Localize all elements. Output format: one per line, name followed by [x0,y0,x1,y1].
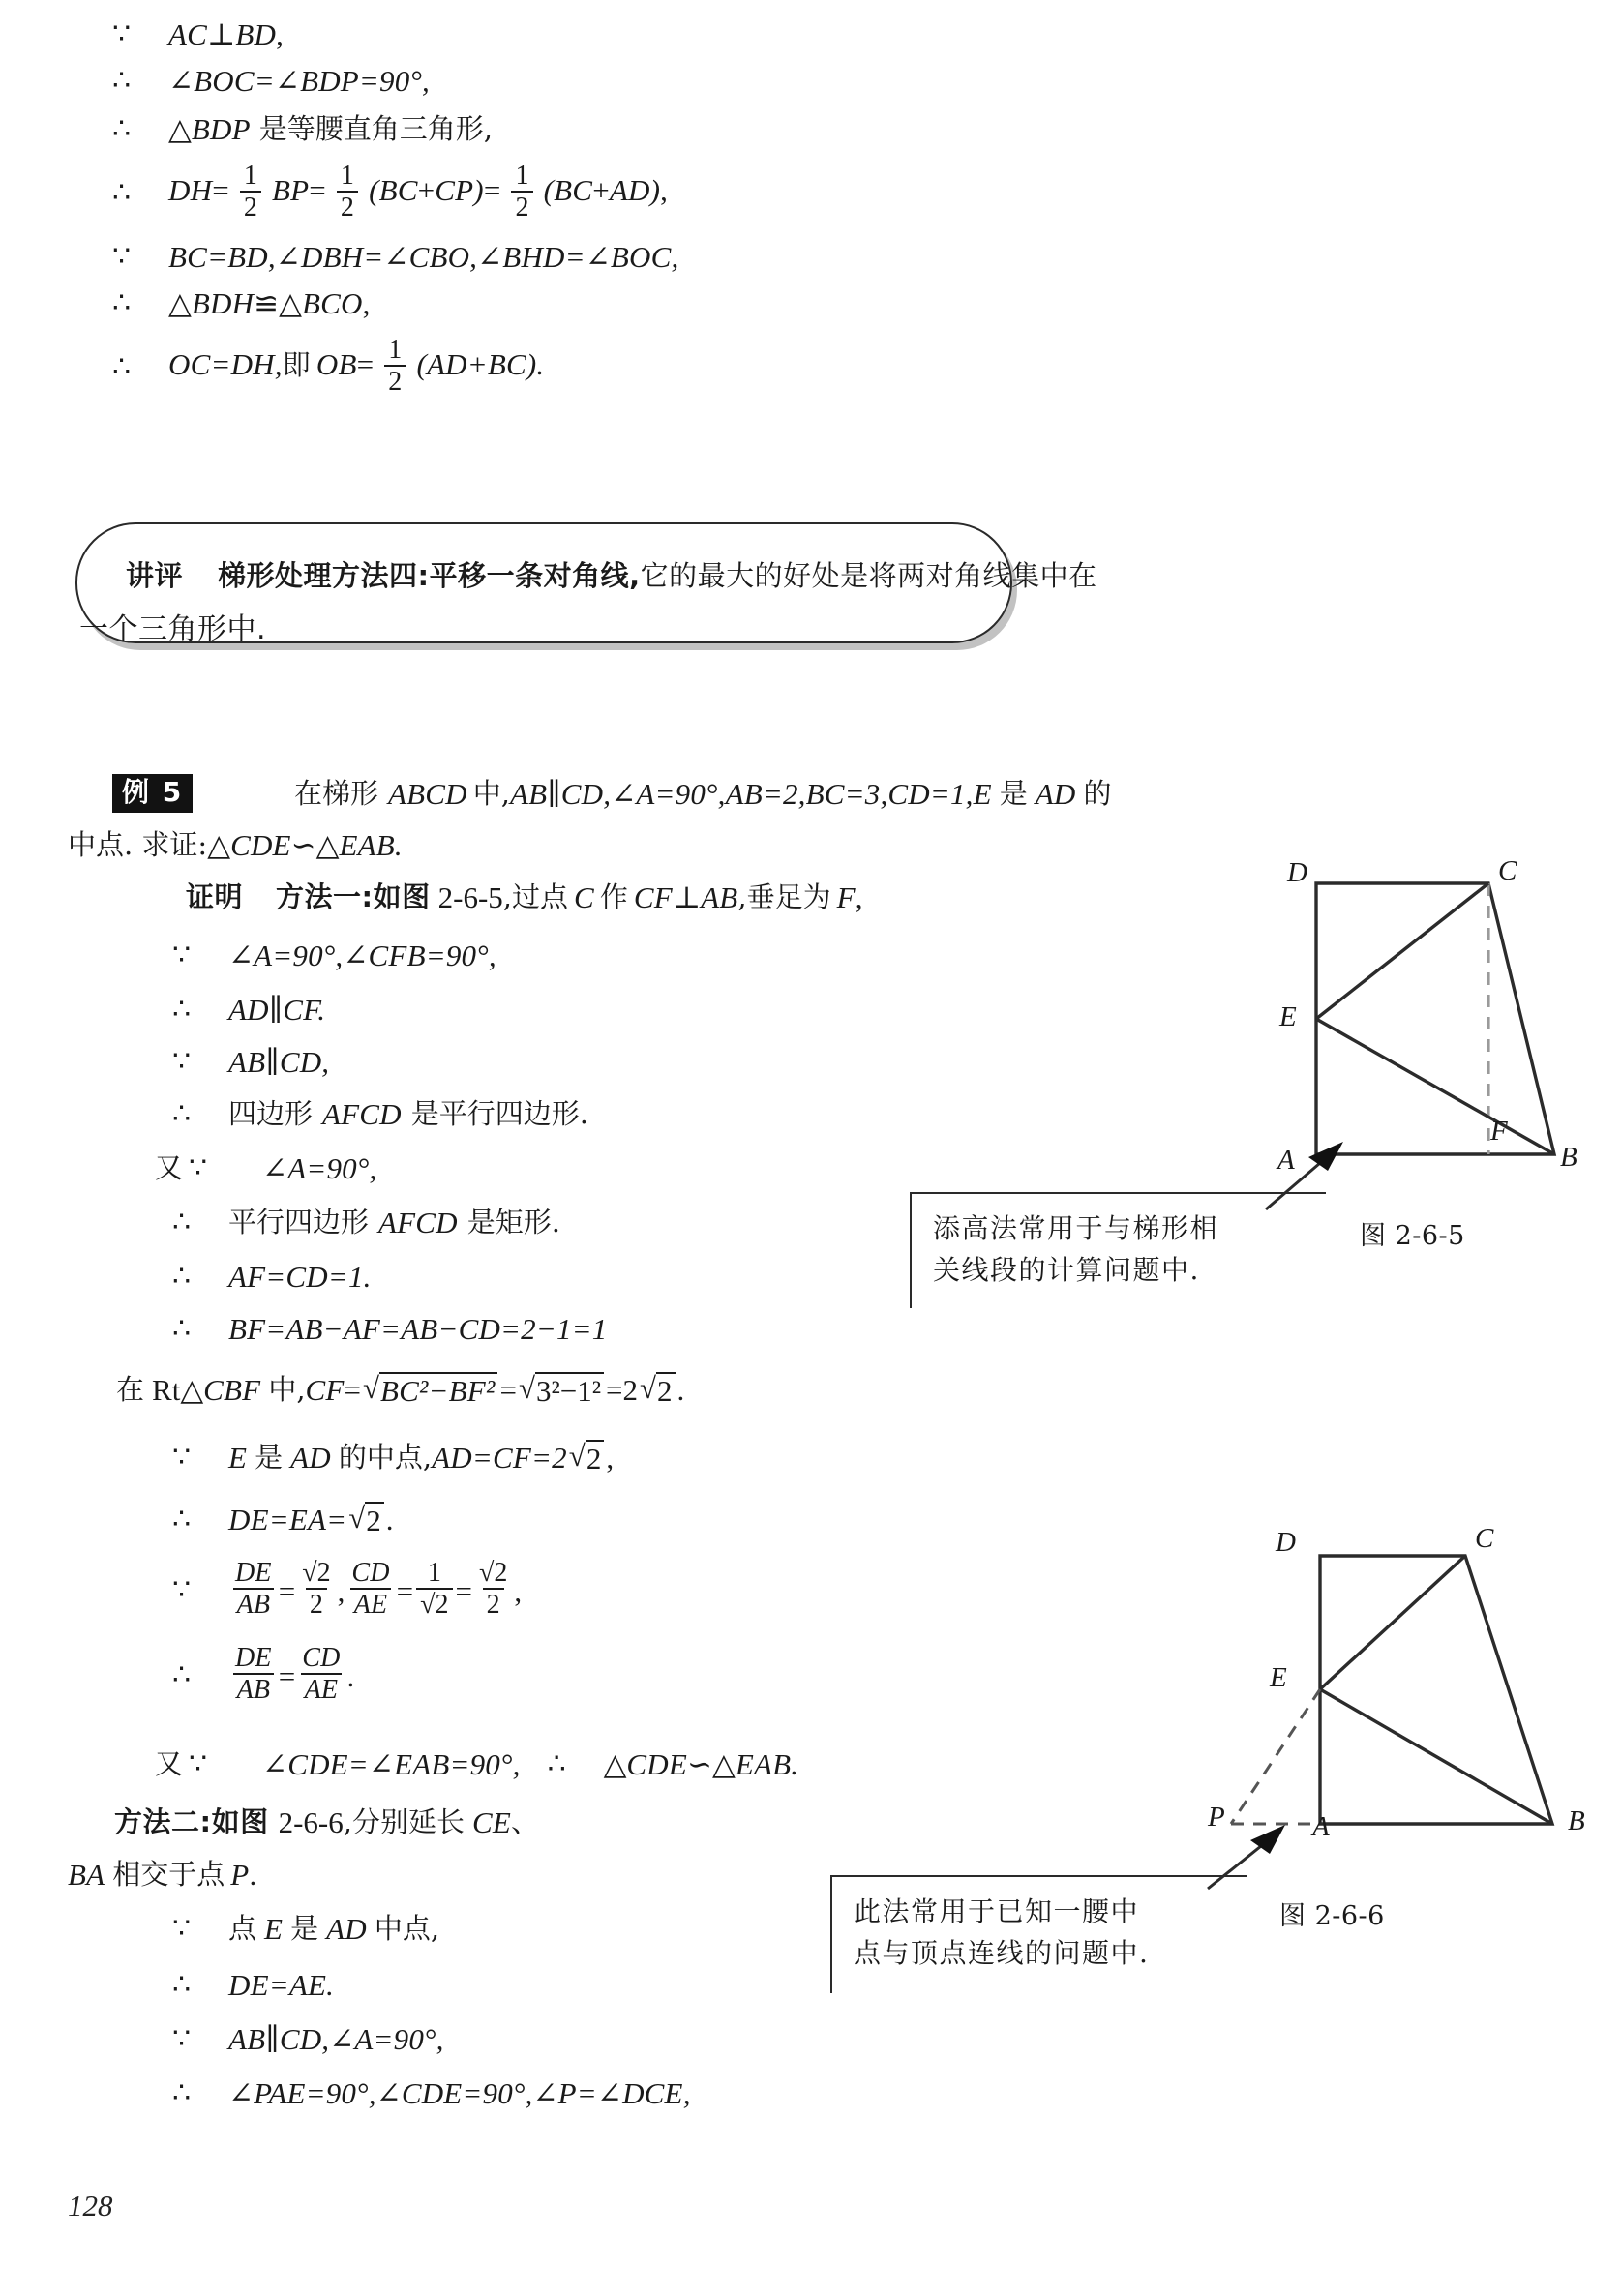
triangle-symbol: △ [712,1747,736,1781]
figure-1-caption: 图 2-6-5 [1360,1221,1465,1251]
method-two-line-e-midpoint: ∵ 点 E 是 AD 中点, [172,1912,440,1946]
figure2-vertex-E: E [1270,1662,1287,1693]
therefore-symbol: ∴ [112,286,132,319]
proof-line-e-midpoint-ad: ∵ E 是 AD 的中点, AD=CF=2 √ 2 , [172,1439,615,1476]
figure1-vertex-C: C [1498,855,1517,886]
proof-line-angle-a-cfb [172,940,496,970]
because-symbol: ∵ [189,1747,208,1780]
because-symbol: ∵ [172,1574,192,1607]
therefore-symbol: ∴ [112,351,132,384]
note1-line-1: 添高法常用于与梯形相 [933,1212,1219,1244]
fraction-sqrt2-over-2: $\frac{√2}{2}$ [302,1558,331,1621]
proof-heading-line: 证明 方法一:如图 2-6-5 ,过点 C 作 CF ⊥ AB ,垂足为 F , [186,880,863,914]
proof-line-dh-formula [112,163,668,224]
proof-line-oc-eq-dh [112,337,544,399]
proof-line-ac-perp-bd [112,19,284,49]
proof-line-ad-parallel-cf [172,995,325,1025]
proof-label: 证明 [186,880,244,913]
proof-line-bc-eq-bd [112,242,678,272]
also-label: 又 [155,1747,184,1780]
triangle-symbol: △ [180,1373,204,1408]
therefore-symbol: ∴ [172,993,192,1026]
triangle-symbol: △ [168,286,192,320]
fraction-de-over-ab: $\frac{DE}{AB}$ [231,1644,276,1706]
radical-three-squared-minus-one-squared: √ 3²−1² [519,1372,604,1408]
figure-ref: 2-6-5 [437,880,503,914]
therefore-symbol: ∴ [172,1312,192,1345]
because-symbol: ∵ [112,240,132,273]
math-expression: BF=AB−AF=AB−CD=2−1=1 [228,1312,608,1346]
proof-line-afcd-parallelogram: ∴ 四边形 AFCD 是平行四边形. [172,1097,588,1131]
proof-line-ratio-equality: ∴ $\frac{DE}{AB}$ = $\frac{CD}{AE}$ . [172,1643,355,1706]
similar-symbol: ∽ [687,1747,712,1781]
triangle-symbol: △ [603,1747,627,1781]
method-two-line-de-eq-ae: ∴ DE=AE. [172,1968,335,2002]
math-expression: OC=DH,即 OB= $\frac{1}{2}$ (AD+BC). [168,335,545,398]
therefore-symbol: ∴ [112,64,132,97]
commentary-line-1 [126,554,1097,594]
proof-line-de-eq-ea: ∴ DE=EA= √ 2 . [172,1501,394,1537]
math-expression: AB∥CD, [228,1045,330,1079]
because-symbol: ∵ [172,1045,192,1078]
therefore-symbol: ∴ [112,177,132,210]
proof-line-rt-triangle-cf: 在 Rt △ CBF 中, CF = √ BC²−BF² = √ 3²−1² = 2 √ 2 . [116,1371,685,1408]
radical-bc-squared-minus-bf-squared: √ BC²−BF² [363,1372,497,1408]
triangle-symbol: △ [168,112,192,146]
example-badge: 例 5 [112,774,193,813]
therefore-symbol: ∴ [172,1206,192,1238]
figure2-vertex-D: D [1276,1527,1296,1558]
method-two-line-angles: ∴ ∠PAE=90°,∠CDE=90°,∠P=∠DCE, [172,2076,691,2110]
method-two-line-ab-parallel-cd: ∵ AB∥CD,∠A=90°, [172,2022,444,2056]
math-expression: ∠BOC=∠BDP=90°, [168,64,430,98]
figure2-vertex-A: A [1312,1811,1330,1842]
figure1-vertex-E: E [1279,1001,1297,1032]
radical-two: √ 2 [569,1440,605,1476]
math-expression: BC=BD,∠DBH=∠CBO,∠BHD=∠BOC, [168,240,679,274]
figure2-vertex-B: B [1568,1805,1585,1836]
therefore-symbol: ∴ [112,112,132,145]
fraction-sqrt2-over-2: $\frac{√2}{2}$ [478,1558,508,1621]
therefore-symbol: ∴ [172,1097,192,1130]
fraction-one-half: $\frac{1}{2}$ [511,162,532,224]
because-symbol: ∵ [172,2022,192,2055]
figure2-vertex-P: P [1208,1802,1225,1833]
proof-line-angle-boc [112,66,430,96]
note2-line-2: 点与顶点连线的问题中. [854,1937,1150,1970]
proof-line-ab-parallel-cd [172,1047,329,1077]
figure-2-caption: 图 2-6-6 [1279,1901,1385,1931]
chinese-text: 是等腰直角三角形, [258,112,493,145]
commentary-text: 它的最大的好处是将两对角线集中在 [640,559,1097,592]
figure1-vertex-F: F [1490,1116,1508,1147]
example-statement-line-2: 中点. 求证: △ CDE ∽ △ EAB. [68,828,403,862]
triangle-symbol: △ [207,828,231,862]
figure2-vertex-C: C [1475,1523,1494,1554]
math-expression: BDP [191,112,251,146]
proof-line-afcd-rectangle: ∴ 平行四边形 AFCD 是矩形. [172,1206,560,1239]
fraction-one-half: $\frac{1}{2}$ [240,162,261,224]
note-box-1 [910,1192,1326,1308]
fraction-one-half: $\frac{1}{2}$ [384,336,406,398]
triangle-symbol: △ [315,828,340,862]
radical-two: √ 2 [640,1372,676,1408]
math-expression: AF=CD=1. [228,1260,372,1294]
because-symbol: ∵ [189,1151,208,1184]
proof-line-af-eq-cd [172,1262,372,1292]
therefore-symbol: ∴ [172,1260,192,1293]
because-symbol: ∵ [112,17,132,50]
method-two-label: 方法二:如图 [114,1805,269,1838]
method-one-label: 方法一:如图 [276,880,431,913]
because-symbol: ∵ [172,939,192,971]
because-symbol: ∵ [172,1441,192,1474]
similar-symbol: ∽ [290,828,316,862]
math-expression: DH= $\frac{1}{2}$ BP= $\frac{1}{2}$ (BC+CP)= $\frac{1}{2}$ (BC+AD), [168,161,669,224]
math-expression: ∠A=90°,∠CFB=90°, [228,939,496,972]
proof-line-isoceles-right-triangle [112,114,493,144]
method-two-line-1: 方法二:如图 2-6-6 ,分别延长 CE 、 [114,1805,540,1839]
figure-ref: 2-6-6 [278,1805,344,1839]
congruent-symbol: ≌ [254,286,280,320]
therefore-symbol: ∴ [547,1747,566,1780]
method-two-line-2: BA 相交于点 P . [68,1858,257,1892]
figure1-vertex-A: A [1277,1145,1295,1176]
figure1-vertex-B: B [1560,1142,1577,1173]
fraction-cd-over-ae: $\frac{CD}{AE}$ [302,1643,341,1706]
math-expression: AC⊥BD, [168,17,285,51]
therefore-symbol: ∴ [172,1968,192,2001]
fraction-one-over-sqrt2: $\frac{1}{√2}$ [416,1559,452,1621]
note1-line-2: 关线段的计算问题中. [933,1254,1200,1287]
example-statement-line-1: 在梯形 ABCD 中, AB∥CD,∠A=90°,AB=2,BC=3,CD=1, E 是 AD 的 [294,777,1112,811]
math-expression: ∠A=90°, [262,1151,377,1185]
therefore-symbol: ∴ [172,1659,192,1692]
proof-line-also-angle-a [155,1153,376,1183]
because-symbol: ∵ [172,1912,192,1945]
commentary-label: 讲评 [126,559,184,592]
commentary-line-2: 一个三角形中. [79,612,267,646]
fraction-de-over-ab: $\frac{DE}{AB}$ [231,1559,276,1621]
therefore-symbol: ∴ [172,1503,192,1536]
proof-line-conclusion: 又 ∵ ∠CDE=∠EAB=90°, ∴ △ CDE ∽ △ EAB. [155,1747,799,1781]
math-expression: AD∥CF. [228,993,326,1027]
therefore-symbol: ∴ [172,2076,192,2109]
commentary-bold-text: 梯形处理方法四:平移一条对角线, [218,559,641,592]
figure1-vertex-D: D [1287,857,1307,888]
proof-line-bf-calc [172,1314,608,1344]
radical-two: √ 2 [348,1502,384,1537]
proof-line-ratios: ∵ $\frac{DE}{AB}$ = $\frac{√2}{2}$ , $\frac{CD}{AE}$ = $\frac{1}{√2}$ = $\frac{√2}{2}$ , [172,1558,523,1621]
fraction-one-half: $\frac{1}{2}$ [337,162,358,224]
triangle-symbol: △ [279,286,302,320]
page-number: 128 [68,2189,113,2222]
fraction-cd-over-ae: $\frac{CD}{AE}$ [351,1558,390,1621]
note-box-2 [830,1875,1247,1993]
also-label: 又 [155,1151,184,1184]
proof-line-congruent-triangles: ∴ △ BDH ≌ △ BCO , [112,286,371,320]
note2-line-1: 此法常用于已知一腰中 [854,1895,1140,1927]
